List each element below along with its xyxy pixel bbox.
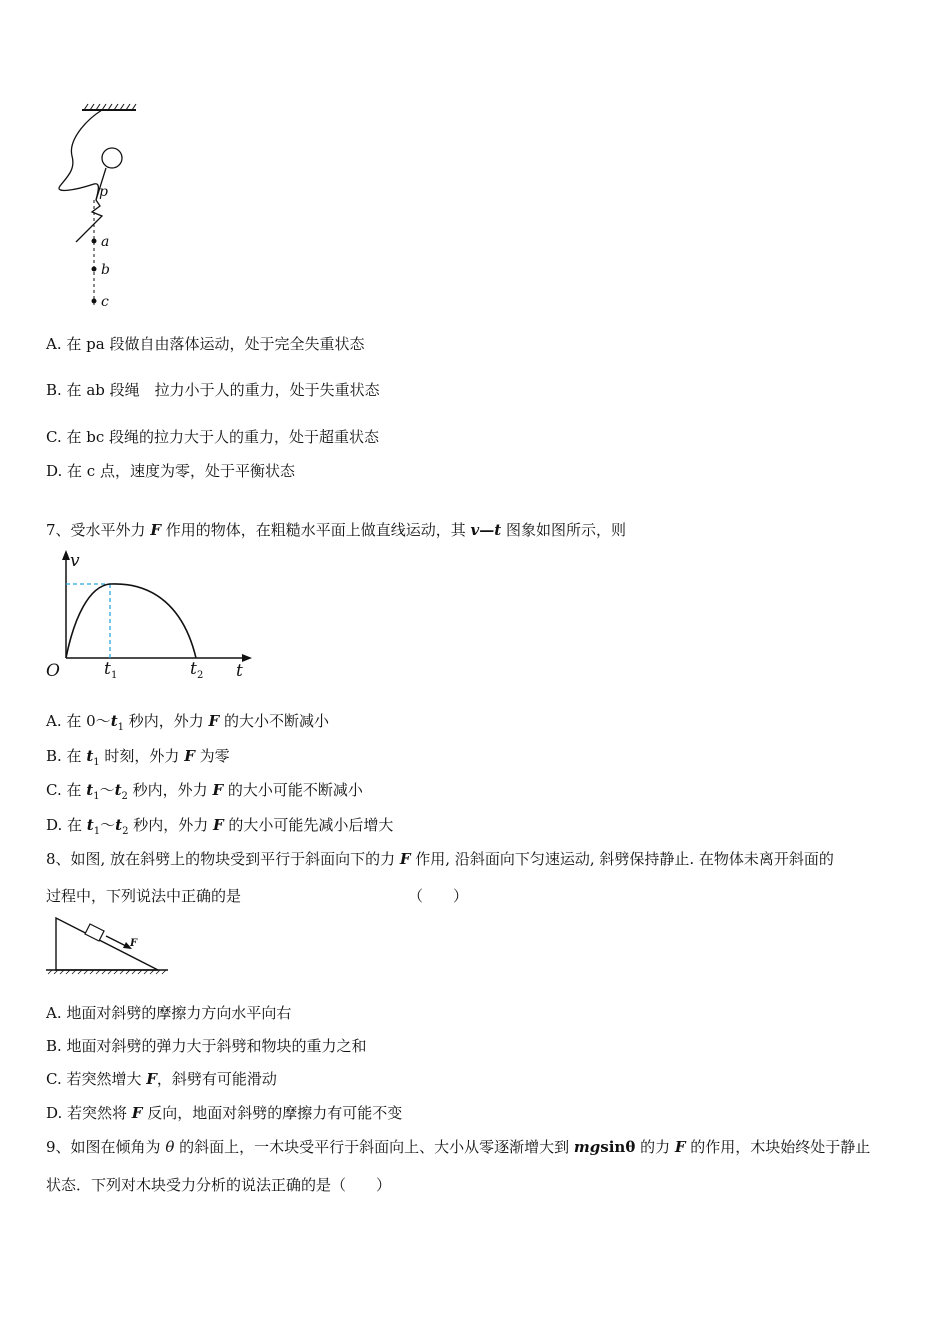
t1-sub: 1 [111,670,118,681]
q9-stem-line1: 9、如图在倾角为 θ 的斜面上，一木块受平行于斜面向上、大小从零逐渐增大到 mgsinθ 的力 F 的作用，木块始终处于静止 [46,1138,871,1156]
bungee-figure [46,100,156,315]
t1-label: t [104,659,111,679]
t2-sub: 2 [197,670,204,681]
q8-option-d: D. 若突然将 F 反向，地面对斜劈的摩擦力有可能不变 [46,1104,403,1122]
origin-label: O [46,661,60,681]
vt-graph [44,548,256,686]
q7-option-c: C. 在 $t_1\sim t_2$ 秒内，外力 F 的大小可能不断减小 [46,781,363,802]
q8-answer-paren: （ ） [408,887,469,905]
q6-option-b: B. 在 ab 段绳 拉力小于人的重力，处于失重状态 [46,381,380,399]
q8-stem-line1: 8、如图, 放在斜劈上的物块受到平行于斜面向下的力 F 作用, 沿斜面向下匀速运动, 斜劈保持静止. 在物体未离开斜面的 [46,850,834,868]
q8-option-b: B. 地面对斜劈的弹力大于斜劈和物块的重力之和 [46,1037,367,1055]
q8-option-a: A. 地面对斜劈的摩擦力方向水平向右 [46,1004,292,1022]
vt-curve [66,584,196,658]
q7-option-b: B. 在 $t_1$ 时刻，外力 F 为零 [46,747,230,768]
label-p: p [99,184,108,200]
q6-option-d: D. 在 c 点，速度为零，处于平衡状态 [46,462,295,480]
q7-stem: 7、受水平外力 F 作用的物体，在粗糙水平面上做直线运动，其 v—t 图象如图所示，则 [46,521,626,539]
incline-figure [44,914,174,978]
v-label: v [70,551,80,571]
t2-label: t [190,659,197,679]
q8-stem-line2: 过程中，下列说法中正确的是 [46,887,242,905]
q6-option-c: C. 在 bc 段绳的拉力大于人的重力，处于超重状态 [46,428,380,446]
t-label: t [236,661,243,681]
q6-option-a: A. 在 pa 段做自由落体运动，处于完全失重状态 [46,335,365,353]
q7-option-d: D. 在 $t_1\sim t_2$ 秒内，外力 F 的大小可能先减小后增大 [46,816,394,837]
q8-option-c: C. 若突然增大 F，斜劈有可能滑动 [46,1070,277,1088]
q9-stem-line2: 状态．下列对木块受力分析的说法正确的是（ ） [46,1176,392,1194]
label-b: b [101,262,110,278]
label-c: c [101,294,109,310]
label-a: a [101,234,110,250]
q7-option-a: A. 在 $0\sim t_1$ 秒内，外力 F 的大小不断减小 [46,712,329,733]
force-label: F [130,938,138,949]
